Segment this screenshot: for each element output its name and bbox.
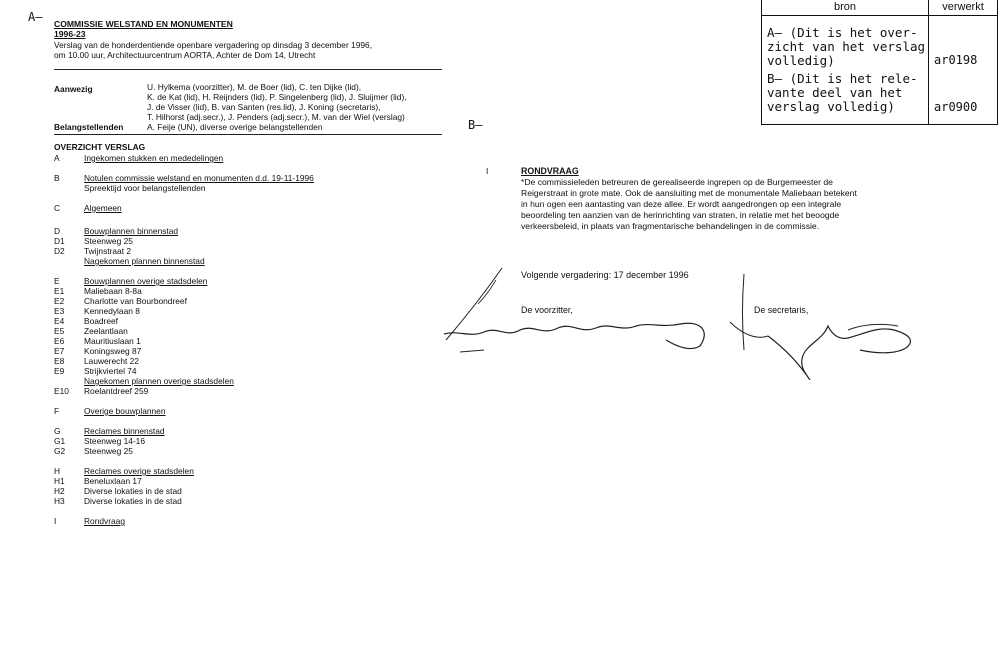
overview-row-code: E6 bbox=[54, 336, 65, 346]
overview-row bbox=[54, 406, 165, 416]
stakeholders-text: A. Feije (UN), diverse overige belangstellenden bbox=[147, 122, 323, 132]
overview-row-text: Reclames binnenstad bbox=[84, 426, 165, 436]
overview-row bbox=[54, 226, 178, 236]
overview-row-text: Nagekomen plannen binnenstad bbox=[84, 256, 205, 266]
overview-row bbox=[54, 366, 137, 376]
overview-row-code: H1 bbox=[54, 476, 65, 486]
overview-row-text: Zeelantlaan bbox=[84, 326, 128, 336]
overview-row-code: E2 bbox=[54, 296, 65, 306]
overview-row bbox=[54, 386, 148, 396]
overview-row-text: Spreektijd voor belangstellenden bbox=[84, 183, 206, 193]
overview-row bbox=[54, 173, 314, 183]
processed-code: ar0198 bbox=[934, 53, 978, 67]
overview-row-text: Ingekomen stukken en mededelingen bbox=[84, 153, 224, 163]
overview-row bbox=[54, 203, 122, 213]
overview-row bbox=[54, 286, 142, 296]
present-list bbox=[147, 82, 407, 122]
overview-row-text: Notulen commissie welstand en monumenten d.d. 19-11-1996 bbox=[84, 173, 314, 183]
present-line: U. Hylkema (voorzitter), M. de Boer (lid), C. ten Dijke (lid), bbox=[147, 82, 362, 92]
rondvraag-title: RONDVRAAG bbox=[521, 166, 579, 176]
overview-row-code: E8 bbox=[54, 356, 65, 366]
overview-row-text: Twijnstraat 2 bbox=[84, 246, 132, 256]
overview-row-code: E bbox=[54, 276, 60, 286]
rondvraag-line: in hun ogen een aantasting van deze allee. Er wordt aangedrongen op een integrale bbox=[521, 199, 842, 209]
overview-row-code: G bbox=[54, 426, 61, 436]
processed-column-header: verwerkt bbox=[942, 1, 984, 13]
rondvraag-line: verkeersbeleid, in plaats van fragmentarische behandelingen in de commissie. bbox=[521, 221, 820, 231]
overview-row bbox=[54, 466, 194, 476]
overview-row-text: Reclames overige stadsdelen bbox=[84, 466, 194, 476]
overview-row bbox=[54, 306, 140, 316]
overview-row-text: Mauritiuslaan 1 bbox=[84, 336, 141, 346]
source-note: A— (Dit is het over- zicht van het verslag volledig) bbox=[767, 25, 926, 68]
chair-label: De voorzitter, bbox=[521, 305, 573, 315]
overview-row bbox=[54, 436, 145, 446]
overview-row-text: Koningsweg 87 bbox=[84, 346, 142, 356]
overview-row bbox=[54, 296, 187, 306]
present-label: Aanwezig bbox=[54, 84, 93, 94]
overview-row-text: Bouwplannen binnenstad bbox=[84, 226, 179, 236]
overview-row-code: E10 bbox=[54, 386, 69, 396]
rondvraag-line: Reigerstraat in grote mate. Ook de aansluiting met de monumentale Maliebaan betekent bbox=[521, 188, 857, 198]
present-line: J. de Visser (lid), B. van Santen (res.lid), J. Koning (secretaris), bbox=[147, 102, 381, 112]
overview-row-text: Lauwerecht 22 bbox=[84, 356, 139, 366]
secretary-label: De secretaris, bbox=[754, 305, 809, 315]
next-meeting: Volgende vergadering: 17 december 1996 bbox=[521, 270, 689, 280]
overview-row-code: E5 bbox=[54, 326, 65, 336]
overview-row bbox=[54, 246, 131, 256]
overview-row bbox=[54, 496, 182, 506]
overview-row bbox=[54, 376, 234, 386]
rondvraag-code: I bbox=[486, 166, 489, 176]
overview-row-code: E9 bbox=[54, 366, 65, 376]
overview-row bbox=[54, 256, 205, 266]
source-table bbox=[761, 0, 998, 125]
overview-row bbox=[54, 476, 142, 486]
overview-row-code: G1 bbox=[54, 436, 66, 446]
report-number: 1996-23 bbox=[54, 29, 86, 39]
overview-row-text: Strijkviertel 74 bbox=[84, 366, 137, 376]
overview-row-code: C bbox=[54, 203, 61, 213]
divider-middle bbox=[54, 134, 442, 135]
overview-row bbox=[54, 446, 133, 456]
rondvraag-body bbox=[521, 177, 857, 232]
overview-row-code: I bbox=[54, 516, 57, 526]
overview-row-text: Bouwplannen overige stadsdelen bbox=[84, 276, 208, 286]
overview-row bbox=[54, 426, 165, 436]
overview-row-code: D2 bbox=[54, 246, 65, 256]
overview-row-text: Charlotte van Bourbondreef bbox=[84, 296, 187, 306]
overview-row-text: Nagekomen plannen overige stadsdelen bbox=[84, 376, 234, 386]
source-note: B— (Dit is het rele- vante deel van het verslag volledig) bbox=[767, 71, 918, 114]
overview-row-code: E3 bbox=[54, 306, 65, 316]
overview-row-code: H2 bbox=[54, 486, 65, 496]
overview-row-text: Rondvraag bbox=[84, 516, 125, 526]
overview-row-text: Kennedylaan 8 bbox=[84, 306, 140, 316]
overview-row-text: Diverse lokaties in de stad bbox=[84, 496, 182, 506]
overview-row-text: Beneluxlaan 17 bbox=[84, 476, 142, 486]
overview-row-text: Steenweg 25 bbox=[84, 236, 133, 246]
overview-row bbox=[54, 516, 125, 526]
overview-row bbox=[54, 236, 133, 246]
secretary-signature bbox=[728, 270, 928, 380]
overview-row bbox=[54, 276, 207, 286]
overview-title: OVERZICHT VERSLAG bbox=[54, 142, 146, 152]
overview-row bbox=[54, 183, 206, 193]
stakeholders-label: Belangstellenden bbox=[54, 122, 124, 132]
overview-row-code: H bbox=[54, 466, 61, 476]
overview-row-text: Roelantdreef 259 bbox=[84, 386, 149, 396]
overview-row bbox=[54, 356, 139, 366]
marker-a: A— bbox=[28, 10, 43, 24]
present-line: K. de Kat (lid), H. Reijnders (lid), P. Singelenberg (lid), J. Sluijmer (lid), bbox=[147, 92, 407, 102]
report-line-1: Verslag van de honderdentiende openbare vergadering op dinsdag 3 december 1996, bbox=[54, 40, 373, 50]
rondvraag-line: *De commissieleden betreuren de gerealiseerde ingrepen op de Burgemeester de bbox=[521, 177, 833, 187]
processed-code: ar0900 bbox=[934, 100, 978, 114]
overview-row-code: E1 bbox=[54, 286, 65, 296]
overview-row-code: B bbox=[54, 173, 60, 183]
overview-row-code: D bbox=[54, 226, 61, 236]
report-line-2: om 10.00 uur, Architectuurcentrum AORTA, Achter de Dom 14, Utrecht bbox=[54, 50, 316, 60]
overview-row-text: Overige bouwplannen bbox=[84, 406, 166, 416]
overview-row-code: F bbox=[54, 406, 60, 416]
overview-row-code: D1 bbox=[54, 236, 65, 246]
overview-row-text: Algemeen bbox=[84, 203, 122, 213]
chair-signature bbox=[440, 260, 740, 360]
overview-row-code: E4 bbox=[54, 316, 65, 326]
overview-row-text: Diverse lokaties in de stad bbox=[84, 486, 182, 496]
overview-row bbox=[54, 486, 182, 496]
overview-row-code: A bbox=[54, 153, 60, 163]
source-column-header: bron bbox=[833, 1, 857, 13]
committee-title: COMMISSIE WELSTAND EN MONUMENTEN bbox=[54, 19, 233, 29]
overview-row-text: Boadreef bbox=[84, 316, 118, 326]
overview-row-code: G2 bbox=[54, 446, 66, 456]
table-column-divider bbox=[928, 0, 929, 124]
present-line: T. Hilhorst (adj.secr.), J. Penders (adj.secr.), M. van der Wiel (verslag) bbox=[147, 112, 405, 122]
overview-row bbox=[54, 326, 128, 336]
overview-row bbox=[54, 153, 223, 163]
rondvraag-line: beoordeling ten aanzien van de herinrichting van straten, in relatie met het beoogde bbox=[521, 210, 840, 220]
divider-top bbox=[54, 69, 442, 70]
overview-row-code: H3 bbox=[54, 496, 65, 506]
overview-row-code: E7 bbox=[54, 346, 65, 356]
overview-row bbox=[54, 346, 141, 356]
table-header-divider bbox=[762, 15, 997, 16]
marker-b: B— bbox=[468, 118, 483, 132]
overview-row-text: Steenweg 25 bbox=[84, 446, 133, 456]
overview-row bbox=[54, 336, 141, 346]
overview-row-text: Maliebaan 8-8a bbox=[84, 286, 142, 296]
overview-row bbox=[54, 316, 118, 326]
overview-row-text: Steenweg 14-16 bbox=[84, 436, 145, 446]
